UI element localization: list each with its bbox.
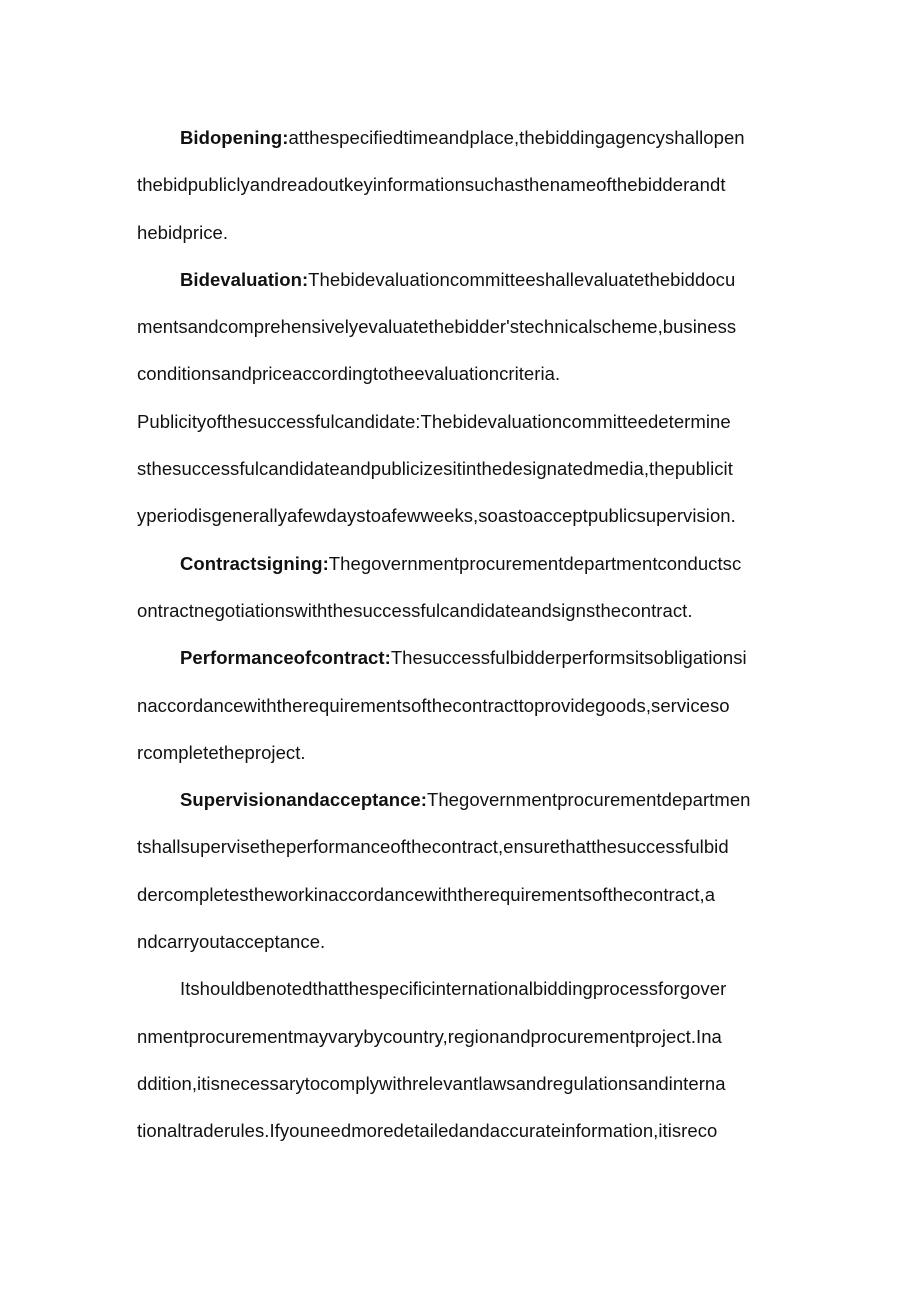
paragraph-bid-opening bbox=[137, 114, 787, 256]
paragraph-performance bbox=[137, 634, 787, 776]
paragraph-text: Thesuccessfulbidderperformsitsobligationsi bbox=[390, 647, 747, 669]
paragraph-publicity bbox=[137, 398, 787, 540]
paragraph-line: rcompletetheproject. bbox=[137, 741, 306, 763]
paragraph-text: Thegovernmentprocurementdepartmentconductsc bbox=[328, 552, 742, 574]
paragraph-line: yperiodisgenerallyafewdaystoafewweeks,soastoacceptpublicsupervision. bbox=[137, 505, 736, 527]
paragraph-bid-evaluation bbox=[137, 256, 787, 398]
paragraph-heading: Supervisionandacceptance: bbox=[180, 789, 427, 811]
paragraph-line: naccordancewiththerequirementsofthecontracttoprovidegoods,serviceso bbox=[137, 694, 730, 716]
paragraph-line: mentsandcomprehensivelyevaluatethebidder'stechnicalscheme,business bbox=[137, 316, 737, 338]
paragraph-heading: Contractsigning: bbox=[180, 552, 329, 574]
paragraph-line bbox=[137, 114, 787, 161]
paragraph-line: nmentprocurementmayvarybycountry,regionandprocurementproject.Ina bbox=[137, 1025, 722, 1047]
paragraph-text: Thegovernmentprocurementdepartmen bbox=[426, 789, 751, 811]
paragraph-line: sthesuccessfulcandidateandpublicizesitinthedesignatedmedia,thepublicit bbox=[137, 458, 733, 480]
paragraph-line: conditionsandpriceaccordingtotheevaluationcriteria. bbox=[137, 363, 561, 385]
paragraph-line: ontractnegotiationswiththesuccessfulcandidateandsignsthecontract. bbox=[137, 599, 693, 621]
paragraph-line bbox=[137, 540, 787, 587]
paragraph-supervision bbox=[137, 776, 787, 965]
paragraph-contract-signing bbox=[137, 540, 787, 635]
paragraph-line bbox=[137, 256, 787, 303]
paragraph-line: Itshouldbenotedthatthespecificinternationalbiddingprocessforgover bbox=[180, 978, 727, 1000]
paragraph-line: tshallsupervisetheperformanceofthecontract,ensurethatthesuccessfulbid bbox=[137, 836, 729, 858]
paragraph-text: atthespecifiedtimeandplace,thebiddingagencyshallopen bbox=[288, 127, 745, 148]
paragraph-line: thebidpubliclyandreadoutkeyinformationsuchasthenameofthebidderandt bbox=[137, 174, 726, 196]
paragraph-heading: Performanceofcontract: bbox=[180, 647, 391, 669]
paragraph-line: tionaltraderules.Ifyouneedmoredetailedandaccurateinformation,itisreco bbox=[137, 1120, 718, 1142]
paragraph-heading: Bidopening: bbox=[180, 127, 289, 148]
paragraph-note bbox=[137, 965, 787, 1154]
paragraph-text: Thebidevaluationcommitteeshallevaluatethebiddocu bbox=[308, 268, 736, 290]
paragraph-line: ddition,itisnecessarytocomplywithrelevantlawsandregulationsandinterna bbox=[137, 1072, 726, 1094]
paragraph-line bbox=[137, 776, 787, 823]
paragraph-line bbox=[137, 634, 787, 681]
paragraph-line: Publicityofthesuccessfulcandidate:Thebidevaluationcommitteedetermine bbox=[137, 410, 731, 432]
document-body bbox=[137, 114, 787, 1155]
paragraph-line: hebidprice. bbox=[137, 221, 229, 243]
paragraph-line: ndcarryoutacceptance. bbox=[137, 931, 326, 953]
paragraph-heading: Bidevaluation: bbox=[180, 268, 309, 290]
paragraph-line: dercompletestheworkinaccordancewiththerequirementsofthecontract,a bbox=[137, 883, 716, 905]
